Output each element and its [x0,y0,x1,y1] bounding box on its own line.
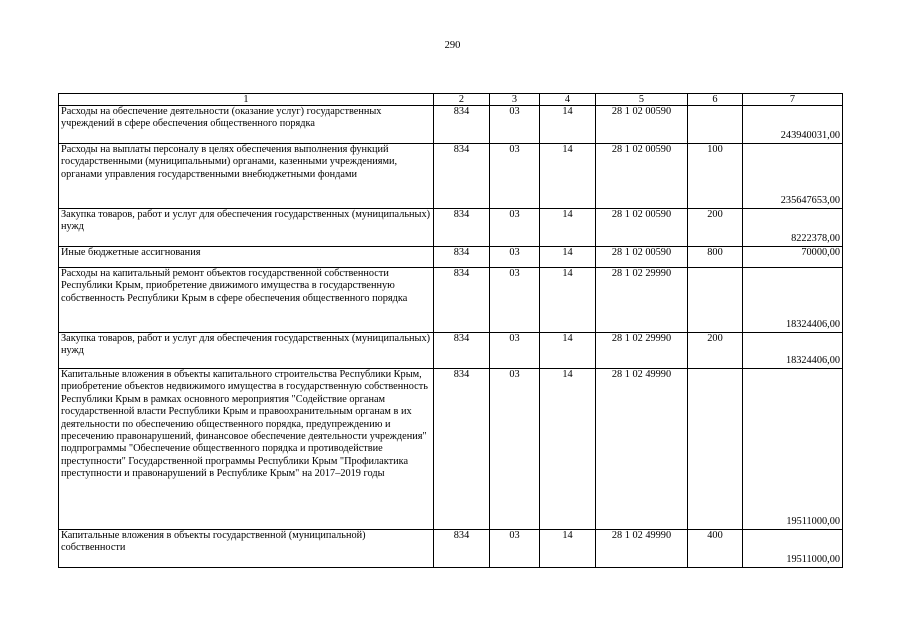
row-grbs: 834 [434,530,490,568]
row-name: Расходы на капитальный ремонт объектов государственной собственности Республики Крым, приобретение движимого имущества в государственную собственность Республики Крым в сфере обеспечения общественного порядка [59,268,434,333]
header-col-3: 3 [490,94,540,106]
row-expense-type: 400 [688,530,743,568]
header-col-5: 5 [596,94,688,106]
row-name: Закупка товаров, работ и услуг для обеспечения государственных (муниципальных) нужд [59,209,434,247]
row-section: 03 [490,247,540,268]
row-expense-type [688,106,743,144]
row-section: 03 [490,268,540,333]
row-target-article: 28 1 02 00590 [596,247,688,268]
row-expense-type [688,369,743,530]
row-section: 03 [490,209,540,247]
row-subsection: 14 [540,209,596,247]
row-target-article: 28 1 02 49990 [596,530,688,568]
row-grbs: 834 [434,209,490,247]
row-grbs: 834 [434,333,490,369]
row-amount: 70000,00 [743,247,843,268]
row-amount: 235647653,00 [743,144,843,209]
row-section: 03 [490,106,540,144]
row-target-article: 28 1 02 49990 [596,369,688,530]
row-grbs: 834 [434,369,490,530]
row-name: Закупка товаров, работ и услуг для обеспечения государственных (муниципальных) нужд [59,333,434,369]
row-subsection: 14 [540,268,596,333]
table-row [59,106,843,144]
row-name: Иные бюджетные ассигнования [59,247,434,268]
budget-table [58,93,843,568]
page-number: 290 [444,40,461,51]
row-grbs: 834 [434,247,490,268]
row-target-article: 28 1 02 29990 [596,268,688,333]
row-target-article: 28 1 02 29990 [596,333,688,369]
row-amount: 18324406,00 [743,268,843,333]
header-col-1: 1 [59,94,434,106]
table-row [59,369,843,530]
row-grbs: 834 [434,106,490,144]
row-amount: 18324406,00 [743,333,843,369]
table-row [59,333,843,369]
row-target-article: 28 1 02 00590 [596,209,688,247]
row-target-article: 28 1 02 00590 [596,144,688,209]
table-row [59,268,843,333]
table-header-row [59,94,843,106]
header-col-4: 4 [540,94,596,106]
row-section: 03 [490,369,540,530]
table-row [59,209,843,247]
row-section: 03 [490,144,540,209]
row-subsection: 14 [540,333,596,369]
row-amount: 8222378,00 [743,209,843,247]
row-target-article: 28 1 02 00590 [596,106,688,144]
row-subsection: 14 [540,247,596,268]
header-col-7: 7 [743,94,843,106]
row-subsection: 14 [540,144,596,209]
table-row [59,530,843,568]
row-expense-type: 200 [688,333,743,369]
row-section: 03 [490,333,540,369]
row-name: Расходы на обеспечение деятельности (оказание услуг) государственных учреждений в сфере обеспечения общественного порядка [59,106,434,144]
header-col-2: 2 [434,94,490,106]
row-subsection: 14 [540,106,596,144]
row-amount: 19511000,00 [743,530,843,568]
row-expense-type [688,268,743,333]
row-expense-type: 100 [688,144,743,209]
row-subsection: 14 [540,530,596,568]
row-expense-type: 800 [688,247,743,268]
table-row [59,247,843,268]
row-subsection: 14 [540,369,596,530]
table-row [59,144,843,209]
row-name: Расходы на выплаты персоналу в целях обеспечения выполнения функций государственными (муниципальными) органами, казенными учреждениями, органами управления государственными внебюджетными фондами [59,144,434,209]
row-expense-type: 200 [688,209,743,247]
row-section: 03 [490,530,540,568]
header-col-6: 6 [688,94,743,106]
row-name: Капитальные вложения в объекты государственной (муниципальной) собственности [59,530,434,568]
row-grbs: 834 [434,268,490,333]
row-name: Капитальные вложения в объекты капитального строительства Республики Крым, приобретение объектов недвижимого имущества в государственную собственность Республики Крым в рамках основного мероприятия "Содействие органам государственной власти Республики Крым и правоохранительным органам в их деятельности по обеспечению общественного порядка, предупреждению и пресечению правонарушений, финансовое обеспечение деятельности учреждения" подпрограммы "Обеспечение общественного порядка и противодействие преступности" Государственной программы Республики Крым "Профилактика преступности и правонарушений в Республике Крым" на 2017–2019 годы [59,369,434,530]
row-amount: 243940031,00 [743,106,843,144]
row-grbs: 834 [434,144,490,209]
row-amount: 19511000,00 [743,369,843,530]
